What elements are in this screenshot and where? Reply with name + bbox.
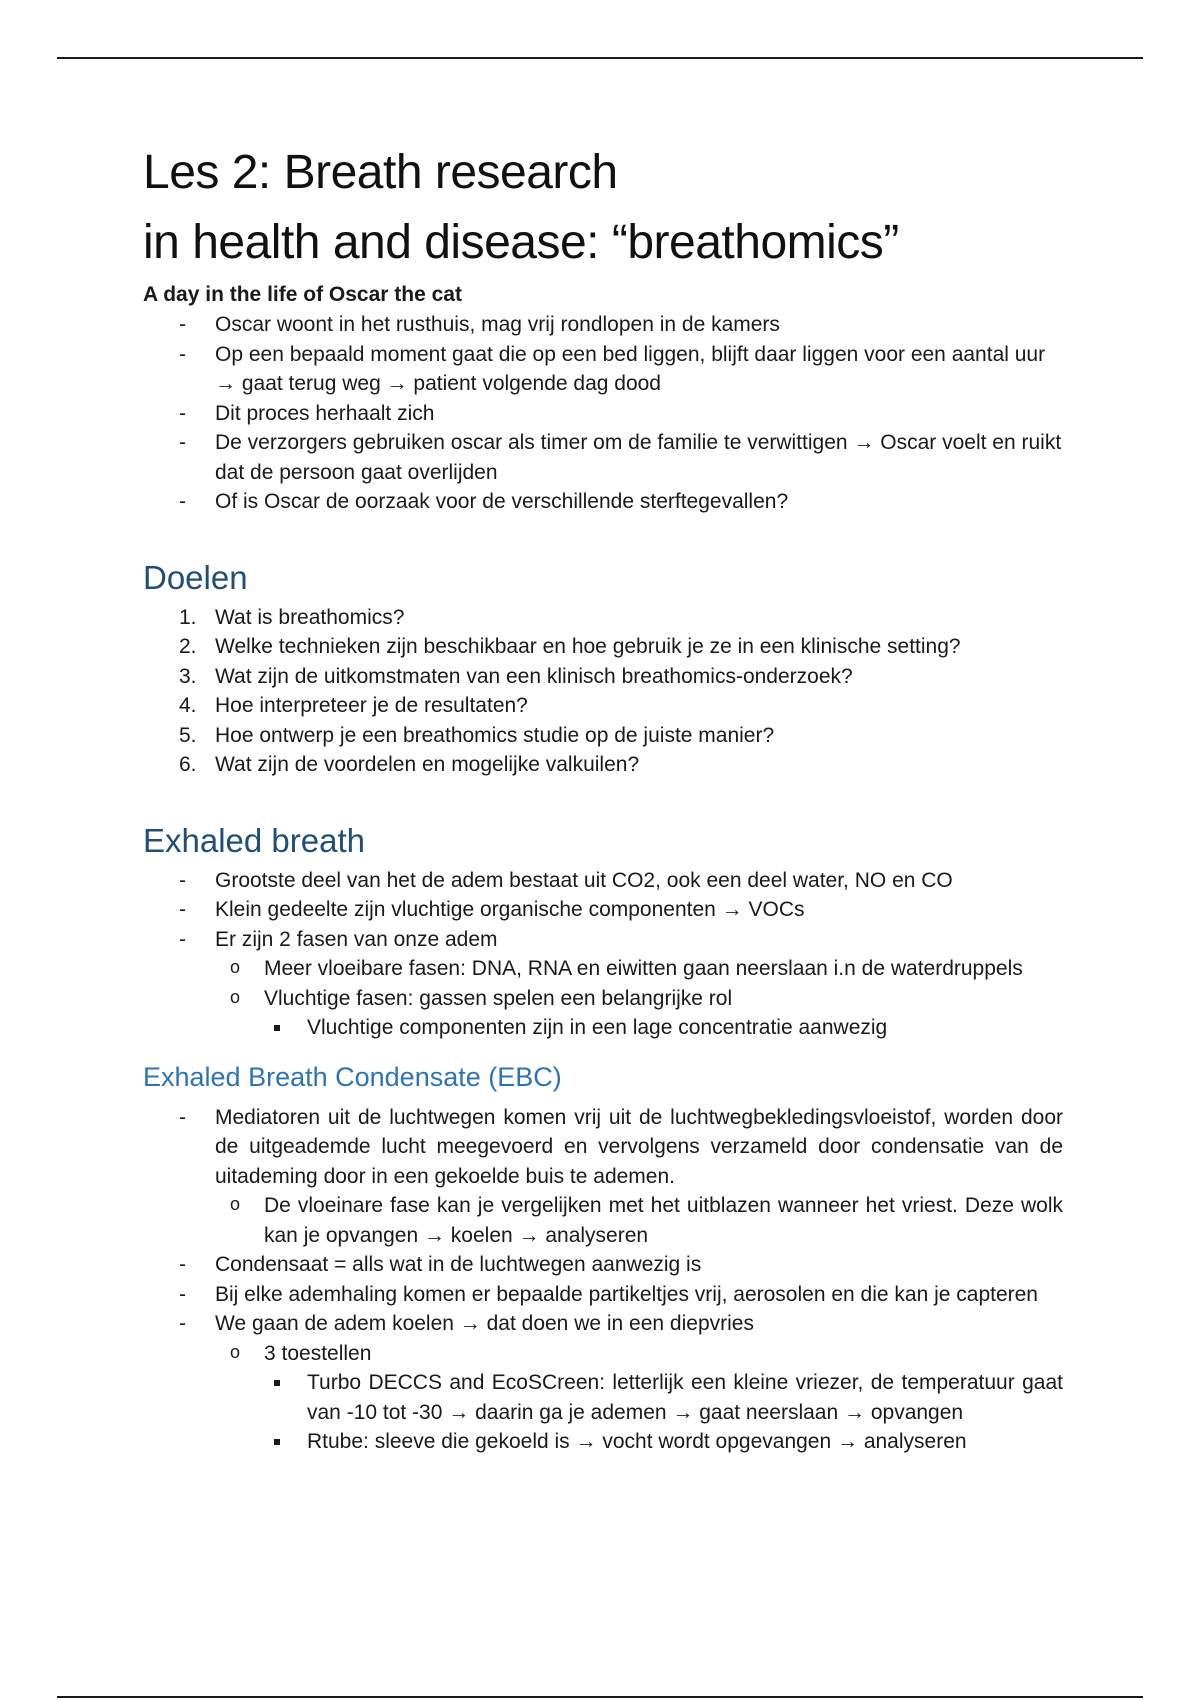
list-number: 3. bbox=[179, 664, 197, 688]
section-heading-doelen: Doelen bbox=[143, 558, 248, 596]
list-item-text: Wat zijn de uitkomstmaten van een klinisch breathomics-onderzoek? bbox=[215, 664, 853, 688]
list-item bbox=[143, 721, 1063, 751]
intro-heading: A day in the life of Oscar the cat bbox=[143, 283, 462, 306]
sub-list-item-text: Vluchtige fasen: gassen spelen een belangrijke rol bbox=[264, 986, 733, 1010]
list-item bbox=[143, 691, 1063, 721]
list-item bbox=[143, 632, 1063, 662]
list-item-text: Wat zijn de voordelen en mogelijke valkuilen? bbox=[215, 753, 640, 776]
sub-sub-list-item: Turbo DECCS and EcoSCreen: letterlijk een kleine vriezer, de temperatuur gaat van -10 tot -30 → daarin ga je ademen → gaat neerslaan → opvangen bbox=[264, 1368, 1063, 1427]
sub-sub-list bbox=[264, 1368, 1063, 1457]
list-item-text: Er zijn 2 fasen van onze adem bbox=[215, 927, 498, 951]
page-title-line-1: Les 2: Breath research bbox=[143, 146, 618, 199]
page-title bbox=[143, 138, 1063, 278]
list-item bbox=[143, 662, 1063, 692]
list-item: - Of is Oscar de oorzaak voor de verschillende sterftegevallen? bbox=[143, 487, 1063, 517]
list-item: - Bij elke ademhaling komen er bepaalde partikeltjes vrij, aerosolen en die kan je capteren bbox=[143, 1280, 1063, 1310]
list-item-text: We gaan de adem koelen → dat doen we in een diepvries bbox=[215, 1312, 754, 1335]
top-rule bbox=[57, 57, 1143, 59]
list-item bbox=[143, 1103, 1063, 1251]
section-heading-ebc: Exhaled Breath Condensate (EBC) bbox=[143, 1061, 562, 1092]
list-item bbox=[143, 925, 1063, 1043]
bottom-rule bbox=[57, 1696, 1143, 1698]
list-item: - Oscar woont in het rusthuis, mag vrij rondlopen in de kamers bbox=[143, 310, 1063, 340]
list-number: 2. bbox=[179, 635, 197, 658]
list-item-text: Hoe ontwerp je een breathomics studie op de juiste manier? bbox=[215, 723, 775, 747]
list-number: 6. bbox=[179, 753, 197, 776]
ebc-list bbox=[143, 1103, 1063, 1457]
sub-list-item: o Meer vloeibare fasen: DNA, RNA en eiwitten gaan neerslaan i.n de waterdruppels bbox=[215, 954, 1063, 984]
sub-list-item bbox=[215, 984, 1063, 1043]
sub-list bbox=[215, 1339, 1063, 1457]
sub-sub-list bbox=[264, 1013, 1063, 1043]
section-heading-exhaled-breath: Exhaled breath bbox=[143, 821, 365, 859]
document-body bbox=[143, 138, 1063, 1457]
list-item: - Op een bepaald moment gaat die op een bed liggen, blijft daar liggen voor een aantal uur → gaat terug weg → patient volgende dag dood bbox=[143, 340, 1063, 399]
list-number: 4. bbox=[179, 694, 197, 717]
sub-list-item: o De vloeinare fase kan je vergelijken met het uitblazen wanneer het vriest. Deze wolk kan je opvangen → koelen → analyseren bbox=[215, 1191, 1063, 1250]
list-item-text: Hoe interpreteer je de resultaten? bbox=[215, 694, 528, 717]
list-item: - De verzorgers gebruiken oscar als timer om de familie te verwittigen → Oscar voelt en ruikt dat de persoon gaat overlijden bbox=[143, 428, 1063, 487]
list-item: - Condensaat = alls wat in de luchtwegen aanwezig is bbox=[143, 1250, 1063, 1280]
sub-sub-list-item: Rtube: sleeve die gekoeld is → vocht wordt opgevangen → analyseren bbox=[264, 1427, 1063, 1457]
page-title-line-2: in health and disease: “breathomics” bbox=[143, 216, 899, 269]
list-item: - Dit proces herhaalt zich bbox=[143, 399, 1063, 429]
sub-list bbox=[215, 1191, 1063, 1250]
list-item: - Grootste deel van het de adem bestaat uit CO2, ook een deel water, NO en CO bbox=[143, 866, 1063, 896]
list-item bbox=[143, 603, 1063, 633]
doelen-list bbox=[143, 603, 1063, 780]
list-number: 5. bbox=[179, 723, 197, 747]
list-item bbox=[143, 750, 1063, 780]
list-item bbox=[143, 1309, 1063, 1457]
exhaled-list bbox=[143, 866, 1063, 1043]
intro-list bbox=[143, 310, 1063, 517]
list-number: 1. bbox=[179, 605, 197, 629]
sub-list-item bbox=[215, 1339, 1063, 1457]
list-item-text: Wat is breathomics? bbox=[215, 605, 405, 629]
sub-list-item-text: 3 toestellen bbox=[264, 1341, 372, 1365]
sub-list bbox=[215, 954, 1063, 1043]
list-item-text: Welke technieken zijn beschikbaar en hoe gebruik je ze in een klinische setting? bbox=[215, 635, 961, 658]
sub-sub-list-item: Vluchtige componenten zijn in een lage concentratie aanwezig bbox=[264, 1013, 1063, 1043]
list-item-text: Mediatoren uit de luchtwegen komen vrij uit de luchtwegbekledingsvloeistof, worden door de uitgeademde lucht meegevoerd en vervolgens verzameld door condensatie van de uitademing door in een gekoelde buis te ademen. bbox=[215, 1105, 1063, 1188]
list-item: - Klein gedeelte zijn vluchtige organische componenten → VOCs bbox=[143, 895, 1063, 925]
